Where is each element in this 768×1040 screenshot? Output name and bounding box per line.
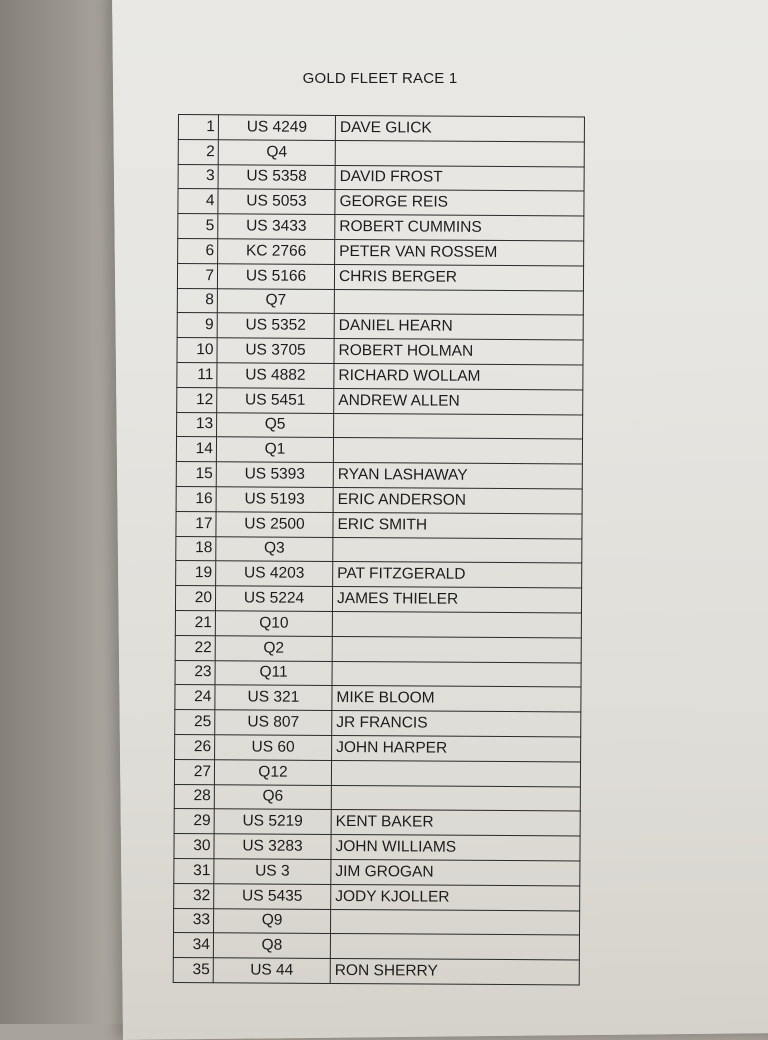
sail-number-cell: Q3 [216, 536, 333, 562]
place-cell: 16 [176, 486, 216, 511]
sail-number-cell: US 321 [215, 685, 332, 711]
table-row [174, 834, 580, 861]
place-cell: 11 [177, 362, 217, 387]
place-cell: 8 [177, 288, 217, 313]
place-cell: 33 [173, 908, 213, 933]
sail-number-cell: US 5393 [216, 462, 333, 488]
table-row [174, 759, 580, 786]
place-cell: 24 [175, 685, 215, 710]
sail-number-cell: US 5053 [218, 189, 335, 215]
sailor-name-cell: ANDREW ALLEN [334, 388, 583, 414]
sail-number-cell: Q8 [213, 933, 330, 959]
table-row [176, 536, 582, 563]
page-title: GOLD FLEET RACE 1 [302, 70, 458, 87]
sailor-name-cell [332, 661, 581, 687]
sailor-name-cell: JR FRANCIS [332, 711, 581, 737]
sail-number-cell: Q12 [214, 759, 331, 785]
sailor-name-cell: ROBERT HOLMAN [334, 339, 583, 365]
table-row [175, 586, 581, 613]
table-row [173, 958, 579, 985]
place-cell: 34 [173, 933, 213, 958]
sail-number-cell: US 60 [215, 735, 332, 761]
place-cell: 15 [176, 462, 216, 487]
sail-number-cell: Q6 [214, 784, 331, 810]
place-cell: 26 [175, 734, 215, 759]
sail-number-cell: Q7 [217, 288, 334, 314]
sailor-name-cell: DAVE GLICK [335, 115, 584, 141]
sailor-name-cell: JAMES THIELER [332, 587, 581, 613]
sail-number-cell: Q11 [215, 660, 332, 686]
sail-number-cell: US 4203 [216, 561, 333, 587]
sail-number-cell: Q1 [216, 437, 333, 463]
sailor-name-cell: JIM GROGAN [331, 859, 580, 885]
sail-number-cell: US 3 [214, 859, 331, 885]
table-row [177, 263, 583, 290]
place-cell: 21 [175, 610, 215, 635]
place-cell: 13 [177, 412, 217, 437]
sailor-name-cell: JOHN HARPER [332, 735, 581, 761]
place-cell: 7 [177, 263, 217, 288]
sailor-name-cell: PETER VAN ROSSEM [335, 239, 584, 265]
place-cell: 28 [174, 784, 214, 809]
sailor-name-cell: ROBERT CUMMINS [335, 215, 584, 241]
sail-number-cell: US 3705 [217, 338, 334, 364]
table-row [177, 412, 583, 439]
sailor-name-cell [331, 785, 580, 811]
place-cell: 20 [175, 586, 215, 611]
place-cell: 22 [175, 635, 215, 660]
table-row [175, 734, 581, 761]
place-cell: 23 [175, 660, 215, 685]
sail-number-cell: US 5224 [215, 586, 332, 612]
sail-number-cell: Q2 [215, 635, 332, 661]
table-row [178, 164, 584, 191]
table-row [176, 486, 582, 513]
sailor-name-cell: KENT BAKER [331, 810, 580, 836]
place-cell: 19 [176, 561, 216, 586]
sail-number-cell: US 5435 [214, 883, 331, 909]
sailor-name-cell: DAVID FROST [335, 165, 584, 191]
sail-number-cell: US 5166 [217, 264, 334, 290]
table-row [174, 784, 580, 811]
place-cell: 18 [176, 536, 216, 561]
sailor-name-cell: JOHN WILLIAMS [331, 835, 580, 861]
sailor-name-cell: MIKE BLOOM [332, 686, 581, 712]
place-cell: 14 [176, 437, 216, 462]
table-row [175, 710, 581, 737]
sailor-name-cell: RICHARD WOLLAM [334, 363, 583, 389]
place-cell: 31 [174, 858, 214, 883]
place-cell: 27 [174, 759, 214, 784]
table-row [178, 139, 584, 166]
sailor-name-cell: GEORGE REIS [335, 190, 584, 216]
place-cell: 3 [178, 164, 218, 189]
sail-number-cell: US 5219 [214, 809, 331, 835]
sail-number-cell: US 3433 [218, 214, 335, 240]
place-cell: 30 [174, 834, 214, 859]
place-cell: 6 [178, 238, 218, 263]
sailor-name-cell [332, 611, 581, 637]
sail-number-cell: Q4 [218, 140, 335, 166]
sailor-name-cell [333, 438, 582, 464]
table-row [178, 115, 584, 142]
sailor-name-cell [331, 760, 580, 786]
sailor-name-cell [332, 636, 581, 662]
table-row [177, 362, 583, 389]
sailor-name-cell: DANIEL HEARN [334, 314, 583, 340]
place-cell: 5 [178, 214, 218, 239]
table-row [175, 685, 581, 712]
sail-number-cell: US 3283 [214, 834, 331, 860]
table-row [178, 238, 584, 265]
sailor-name-cell: RON SHERRY [330, 959, 579, 985]
place-cell: 2 [178, 139, 218, 164]
table-row [175, 660, 581, 687]
sail-number-cell: US 4249 [218, 115, 335, 141]
place-cell: 25 [175, 710, 215, 735]
sail-number-cell: US 5352 [217, 313, 334, 339]
place-cell: 4 [178, 189, 218, 214]
place-cell: 35 [173, 958, 213, 983]
table-row [176, 511, 582, 538]
sailor-name-cell: ERIC SMITH [333, 512, 582, 538]
table-row [177, 313, 583, 340]
sail-number-cell: US 5193 [216, 487, 333, 513]
sail-number-cell: Q9 [213, 908, 330, 934]
sail-number-cell: US 44 [213, 958, 330, 984]
sail-number-cell: US 807 [215, 710, 332, 736]
sail-number-cell: US 5358 [218, 164, 335, 190]
table-row [178, 189, 584, 216]
table-row [173, 908, 579, 935]
sail-number-cell: US 2500 [216, 511, 333, 537]
place-cell: 32 [174, 883, 214, 908]
sailor-name-cell [334, 413, 583, 439]
sailor-name-cell: RYAN LASHAWAY [333, 463, 582, 489]
place-cell: 1 [178, 115, 218, 140]
place-cell: 17 [176, 511, 216, 536]
results-body [173, 115, 584, 985]
table-row [173, 933, 579, 960]
sailor-name-cell [330, 934, 579, 960]
table-row [174, 858, 580, 885]
table-row [176, 561, 582, 588]
sail-number-cell: Q5 [217, 412, 334, 438]
table-row [176, 437, 582, 464]
sail-number-cell: Q10 [215, 611, 332, 637]
sailor-name-cell: JODY KJOLLER [331, 884, 580, 910]
sailor-name-cell: PAT FITZGERALD [333, 562, 582, 588]
table-row [174, 809, 580, 836]
sail-number-cell: KC 2766 [218, 239, 335, 265]
table-row [177, 338, 583, 365]
place-cell: 12 [177, 387, 217, 412]
results-table [173, 114, 585, 985]
place-cell: 10 [177, 338, 217, 363]
table-row [175, 635, 581, 662]
table-row [178, 214, 584, 241]
table-row [177, 288, 583, 315]
table-row [177, 387, 583, 414]
table-row [174, 883, 580, 910]
sailor-name-cell [330, 909, 579, 935]
sail-number-cell: US 4882 [217, 363, 334, 389]
table-row [175, 610, 581, 637]
sailor-name-cell: CHRIS BERGER [334, 264, 583, 290]
sailor-name-cell: ERIC ANDERSON [333, 487, 582, 513]
sailor-name-cell [333, 537, 582, 563]
table-row [176, 462, 582, 489]
place-cell: 29 [174, 809, 214, 834]
sailor-name-cell [335, 140, 584, 166]
sailor-name-cell [334, 289, 583, 315]
place-cell: 9 [177, 313, 217, 338]
sail-number-cell: US 5451 [217, 388, 334, 414]
